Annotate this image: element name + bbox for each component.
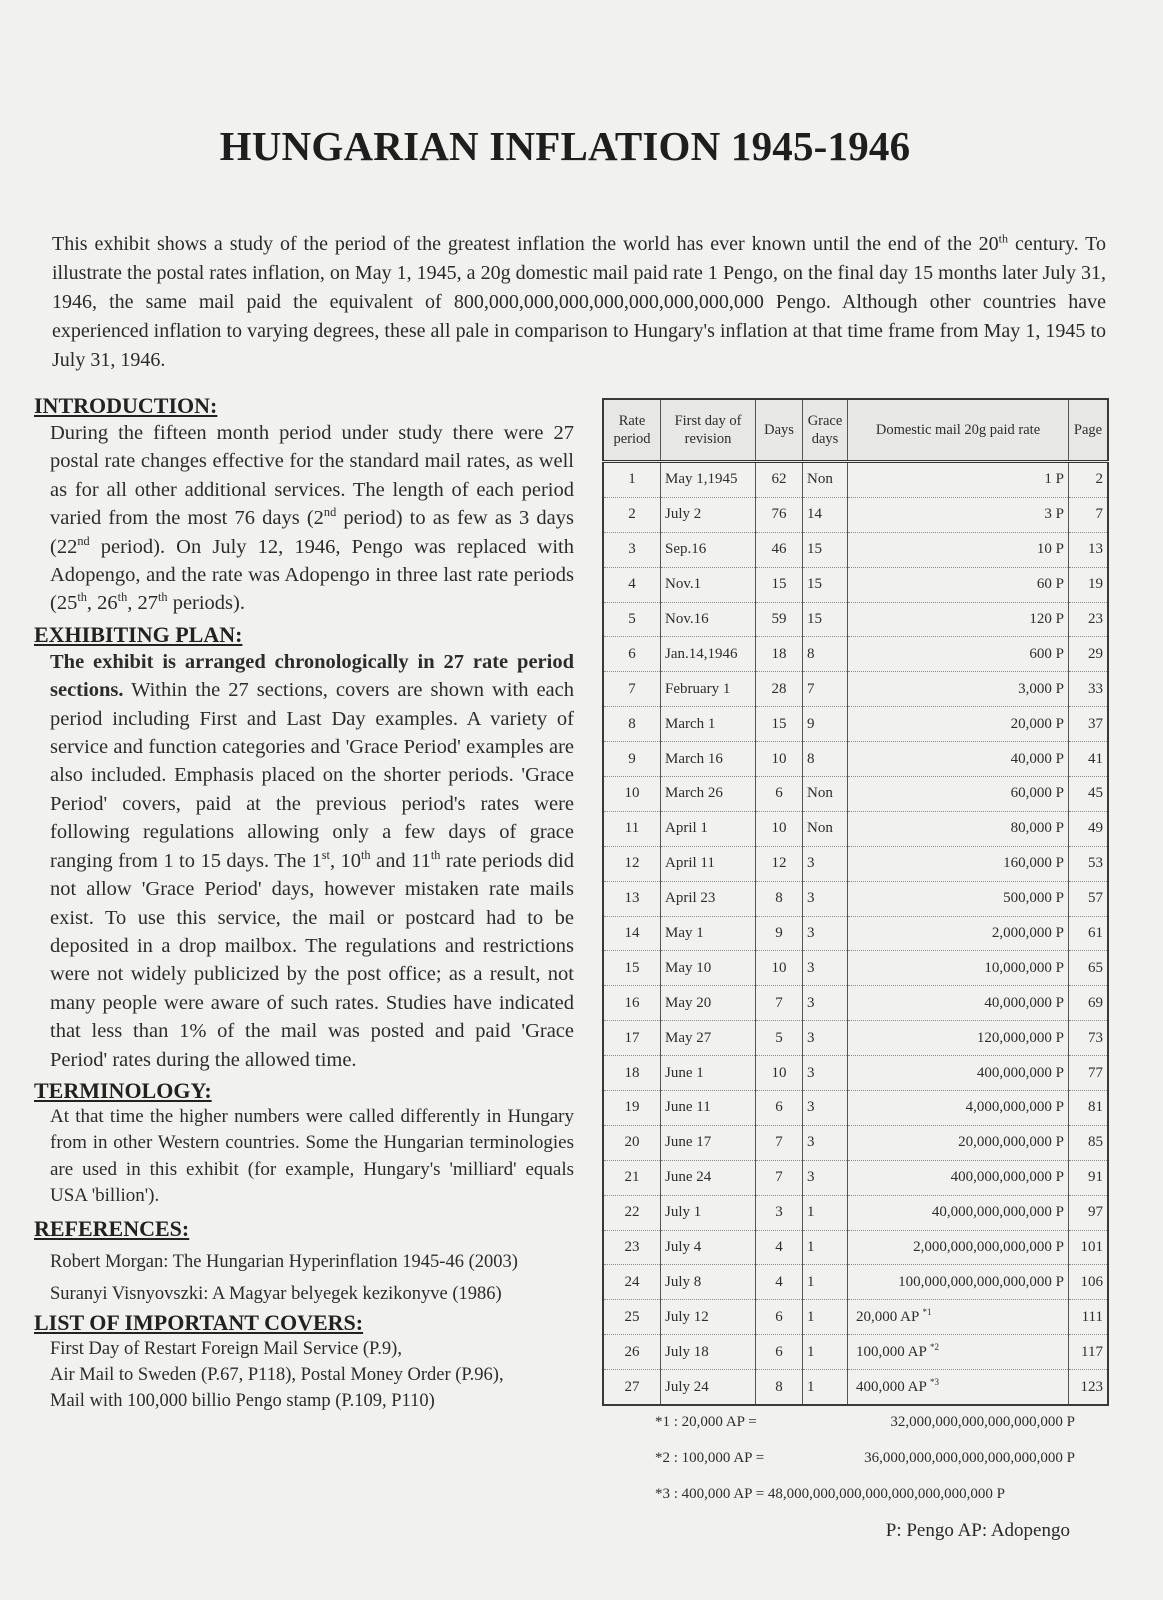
footnote-row xyxy=(655,1448,1115,1484)
table-row xyxy=(603,881,1108,916)
cell-rate: 60 P xyxy=(848,567,1069,602)
cell-days: 7 xyxy=(756,1125,803,1160)
cell-first-day: June 11 xyxy=(661,1091,756,1126)
cell-days: 8 xyxy=(756,881,803,916)
cell-first-day: Sep.16 xyxy=(661,532,756,567)
cell-first-day: May 1,1945 xyxy=(661,462,756,498)
cell-period: 8 xyxy=(603,707,661,742)
cell-grace: Non xyxy=(803,777,848,812)
cell-first-day: July 24 xyxy=(661,1370,756,1405)
cell-period: 9 xyxy=(603,742,661,777)
table-row xyxy=(603,742,1108,777)
cell-days: 9 xyxy=(756,916,803,951)
cell-days: 28 xyxy=(756,672,803,707)
cell-first-day: July 8 xyxy=(661,1265,756,1300)
cell-page: 45 xyxy=(1069,777,1109,812)
introduction-text: During the fifteen month period under study there were 27 postal rate changes effective for the standard mail rates, as well as for all other additional services. The length of each period varied from the most 76 days (2nd period) to as few as 3 days (22nd period). On July 12, 1946, Pengo was replaced with Adopengo, and the rate was Adopengo in three last rate periods (25th, 26th, 27th periods). xyxy=(50,422,574,615)
plan-heading: EXHIBITING PLAN: xyxy=(34,621,243,647)
cell-grace: 1 xyxy=(803,1230,848,1265)
cell-grace: 3 xyxy=(803,881,848,916)
table-row xyxy=(603,672,1108,707)
cell-days: 12 xyxy=(756,846,803,881)
table-row xyxy=(603,1091,1108,1126)
cell-page: 69 xyxy=(1069,986,1109,1021)
cell-grace: 8 xyxy=(803,637,848,672)
cell-rate: 100,000 AP $^{*2}$ xyxy=(848,1335,1069,1370)
cell-first-day: March 26 xyxy=(661,777,756,812)
cell-first-day: July 2 xyxy=(661,497,756,532)
cell-first-day: May 10 xyxy=(661,951,756,986)
table-row xyxy=(603,462,1108,498)
cell-rate: 40,000 P xyxy=(848,742,1069,777)
cell-page: 29 xyxy=(1069,637,1109,672)
cell-days: 76 xyxy=(756,497,803,532)
cell-first-day: June 1 xyxy=(661,1056,756,1091)
rate-table xyxy=(602,398,1109,1406)
cell-page: 2 xyxy=(1069,462,1109,498)
cell-days: 10 xyxy=(756,811,803,846)
cell-page: 117 xyxy=(1069,1335,1109,1370)
cover-item: First Day of Restart Foreign Mail Service (P.9), xyxy=(50,1338,402,1359)
cell-rate: 4,000,000,000 P xyxy=(848,1091,1069,1126)
cell-page: 49 xyxy=(1069,811,1109,846)
cell-first-day: Nov.1 xyxy=(661,567,756,602)
cover-item: Mail with 100,000 billio Pengo stamp (P.109, P110) xyxy=(50,1390,435,1411)
cell-grace: 3 xyxy=(803,1125,848,1160)
cell-period: 3 xyxy=(603,532,661,567)
table-row xyxy=(603,1195,1108,1230)
cell-rate: 60,000 P xyxy=(848,777,1069,812)
cell-page: 81 xyxy=(1069,1091,1109,1126)
cell-first-day: April 11 xyxy=(661,846,756,881)
cell-period: 20 xyxy=(603,1125,661,1160)
table-row xyxy=(603,1370,1108,1405)
cell-period: 11 xyxy=(603,811,661,846)
footnotes xyxy=(655,1412,1115,1520)
cell-rate: 3 P xyxy=(848,497,1069,532)
cell-grace: 1 xyxy=(803,1335,848,1370)
cell-rate: 120,000,000 P xyxy=(848,1021,1069,1056)
cell-period: 6 xyxy=(603,637,661,672)
cell-grace: 1 xyxy=(803,1300,848,1335)
cell-page: 65 xyxy=(1069,951,1109,986)
cell-period: 18 xyxy=(603,1056,661,1091)
cell-page: 37 xyxy=(1069,707,1109,742)
reference-item: Suranyi Visnyovszki: A Magyar belyegek kezikonyve (1986) xyxy=(50,1283,502,1304)
footnote-key: *2 : 100,000 AP = xyxy=(655,1450,765,1466)
introduction-heading: INTRODUCTION: xyxy=(34,393,218,418)
cell-first-day: April 1 xyxy=(661,811,756,846)
reference-item: Robert Morgan: The Hungarian Hyperinflation 1945-46 (2003) xyxy=(50,1251,518,1272)
cell-days: 15 xyxy=(756,707,803,742)
cell-period: 27 xyxy=(603,1370,661,1405)
cell-period: 14 xyxy=(603,916,661,951)
cell-page: 106 xyxy=(1069,1265,1109,1300)
terminology-heading: TERMINOLOGY: xyxy=(34,1077,212,1103)
rate-footnote-marker: *1 xyxy=(922,1306,932,1317)
cell-rate: 80,000 P xyxy=(848,811,1069,846)
footnote-key: *1 : 20,000 AP = xyxy=(655,1414,757,1430)
cell-page: 53 xyxy=(1069,846,1109,881)
cell-rate: 400,000,000 P xyxy=(848,1056,1069,1091)
table-row xyxy=(603,1265,1108,1300)
cell-grace: 3 xyxy=(803,951,848,986)
covers-heading: LIST OF IMPORTANT COVERS: xyxy=(34,1309,364,1335)
cell-period: 23 xyxy=(603,1230,661,1265)
table-row xyxy=(603,497,1108,532)
cell-days: 59 xyxy=(756,602,803,637)
cell-grace: 3 xyxy=(803,916,848,951)
cell-days: 8 xyxy=(756,1370,803,1405)
cell-period: 7 xyxy=(603,672,661,707)
footnote-row xyxy=(655,1484,1115,1520)
cell-page: 111 xyxy=(1069,1300,1109,1335)
cell-period: 2 xyxy=(603,497,661,532)
cell-first-day: June 24 xyxy=(661,1160,756,1195)
cell-grace: 7 xyxy=(803,672,848,707)
table-row xyxy=(603,1335,1108,1370)
references-heading: REFERENCES: xyxy=(34,1215,190,1241)
cell-days: 4 xyxy=(756,1230,803,1265)
cell-period: 10 xyxy=(603,777,661,812)
currency-legend: P: Pengo AP: Adopengo xyxy=(885,1520,1070,1541)
cell-page: 41 xyxy=(1069,742,1109,777)
col-header-page: Page xyxy=(1069,399,1109,462)
cell-period: 26 xyxy=(603,1335,661,1370)
table-row xyxy=(603,567,1108,602)
cell-rate: 500,000 P xyxy=(848,881,1069,916)
cell-period: 1 xyxy=(603,462,661,498)
cell-rate: 400,000 AP $^{*3}$ xyxy=(848,1370,1069,1405)
cell-days: 6 xyxy=(756,1091,803,1126)
table-row xyxy=(603,1300,1108,1335)
cell-page: 33 xyxy=(1069,672,1109,707)
cell-rate: 20,000,000,000 P xyxy=(848,1125,1069,1160)
col-header-first-day: First day of revision xyxy=(661,399,756,462)
cover-item: Air Mail to Sweden (P.67, P118), Postal Money Order (P.96), xyxy=(50,1364,504,1385)
plan-text: The exhibit is arranged chronologically in 27 rate period sections. Within the 27 sections, covers are shown with each period including First and Last Day examples. A variety of service and function categories and 'Grace Period' examples are also included. Emphasis placed on the shorter periods. 'Grace Period' covers, paid at the previous period's rates were following regulations allowing only a few days of grace ranging from 1 to 15 days. The 1st, 10th and 11th rate periods did not allow 'Grace Period' days, however mistaken rate mails exist. To use this service, the mail or postcard had to be deposited in a drop mailbox. The regulations and restrictions were not widely publicized by the post office; as a result, not many people were aware of such rates. Studies have indicated that less than 1% of the mail was posted and paid 'Grace Period' rates during the allowed time. xyxy=(50,650,575,1071)
cell-days: 7 xyxy=(756,1160,803,1195)
cell-first-day: June 17 xyxy=(661,1125,756,1160)
cell-days: 46 xyxy=(756,532,803,567)
cell-days: 6 xyxy=(756,1335,803,1370)
cell-period: 16 xyxy=(603,986,661,1021)
table-row xyxy=(603,707,1108,742)
cell-first-day: May 27 xyxy=(661,1021,756,1056)
cell-days: 6 xyxy=(756,777,803,812)
cell-period: 15 xyxy=(603,951,661,986)
cell-days: 7 xyxy=(756,986,803,1021)
cell-first-day: March 1 xyxy=(661,707,756,742)
cell-page: 123 xyxy=(1069,1370,1109,1405)
cell-rate: 40,000,000 P xyxy=(848,986,1069,1021)
cell-period: 17 xyxy=(603,1021,661,1056)
cell-days: 62 xyxy=(756,462,803,498)
cell-first-day: July 12 xyxy=(661,1300,756,1335)
table-row xyxy=(603,846,1108,881)
cell-page: 61 xyxy=(1069,916,1109,951)
cell-rate: 10 P xyxy=(848,532,1069,567)
cell-grace: Non xyxy=(803,811,848,846)
cell-first-day: July 18 xyxy=(661,1335,756,1370)
cell-period: 19 xyxy=(603,1091,661,1126)
cell-period: 22 xyxy=(603,1195,661,1230)
cell-rate: 1 P xyxy=(848,462,1069,498)
cell-page: 19 xyxy=(1069,567,1109,602)
cell-days: 4 xyxy=(756,1265,803,1300)
cell-period: 12 xyxy=(603,846,661,881)
cell-grace: 3 xyxy=(803,986,848,1021)
cell-days: 10 xyxy=(756,951,803,986)
table-row xyxy=(603,1230,1108,1265)
cell-first-day: March 16 xyxy=(661,742,756,777)
cell-grace: 9 xyxy=(803,707,848,742)
cell-grace: 3 xyxy=(803,1021,848,1056)
cell-grace: 3 xyxy=(803,1056,848,1091)
table-row xyxy=(603,1056,1108,1091)
col-header-rate: Domestic mail 20g paid rate xyxy=(848,399,1069,462)
table-row xyxy=(603,811,1108,846)
cell-page: 77 xyxy=(1069,1056,1109,1091)
cell-rate: 600 P xyxy=(848,637,1069,672)
cell-rate: 160,000 P xyxy=(848,846,1069,881)
table-row xyxy=(603,602,1108,637)
cell-rate: 400,000,000,000 P xyxy=(848,1160,1069,1195)
cell-grace: 15 xyxy=(803,532,848,567)
footnote-value: 36,000,000,000,000,000,000,000 P xyxy=(864,1450,1075,1466)
cell-period: 5 xyxy=(603,602,661,637)
cell-page: 7 xyxy=(1069,497,1109,532)
table-row xyxy=(603,532,1108,567)
cell-page: 13 xyxy=(1069,532,1109,567)
cell-page: 23 xyxy=(1069,602,1109,637)
cell-grace: 15 xyxy=(803,602,848,637)
cell-rate: 20,000 P xyxy=(848,707,1069,742)
cell-rate: 20,000 AP $^{*1}$ xyxy=(848,1300,1069,1335)
cell-grace: Non xyxy=(803,462,848,498)
table-row xyxy=(603,777,1108,812)
cell-days: 18 xyxy=(756,637,803,672)
cell-rate: 10,000,000 P xyxy=(848,951,1069,986)
cell-grace: 1 xyxy=(803,1195,848,1230)
cell-days: 10 xyxy=(756,742,803,777)
cell-rate: 100,000,000,000,000,000 P xyxy=(848,1265,1069,1300)
rate-footnote-marker: *2 xyxy=(930,1341,940,1352)
cell-first-day: Nov.16 xyxy=(661,602,756,637)
cell-first-day: July 1 xyxy=(661,1195,756,1230)
cell-page: 57 xyxy=(1069,881,1109,916)
cell-days: 15 xyxy=(756,567,803,602)
cell-grace: 14 xyxy=(803,497,848,532)
cell-rate: 2,000,000,000,000,000 P xyxy=(848,1230,1069,1265)
cell-page: 85 xyxy=(1069,1125,1109,1160)
cell-rate: 3,000 P xyxy=(848,672,1069,707)
page-title: HUNGARIAN INFLATION 1945-1946 xyxy=(219,123,911,169)
table-row xyxy=(603,951,1108,986)
cell-grace: 3 xyxy=(803,846,848,881)
footnote-key: *3 : 400,000 AP = 48,000,000,000,000,000,000,000,000 P xyxy=(655,1486,1006,1502)
cell-rate: 40,000,000,000,000 P xyxy=(848,1195,1069,1230)
cell-rate: 120 P xyxy=(848,602,1069,637)
cell-first-day: May 1 xyxy=(661,916,756,951)
cell-page: 97 xyxy=(1069,1195,1109,1230)
footnote-row xyxy=(655,1412,1115,1448)
cell-grace: 15 xyxy=(803,567,848,602)
table-row xyxy=(603,1160,1108,1195)
cell-period: 21 xyxy=(603,1160,661,1195)
cell-grace: 1 xyxy=(803,1370,848,1405)
cell-first-day: April 23 xyxy=(661,881,756,916)
table-row xyxy=(603,1125,1108,1160)
cell-period: 24 xyxy=(603,1265,661,1300)
cell-grace: 3 xyxy=(803,1091,848,1126)
cell-first-day: July 4 xyxy=(661,1230,756,1265)
cell-rate: 2,000,000 P xyxy=(848,916,1069,951)
table-row xyxy=(603,986,1108,1021)
cell-grace: 1 xyxy=(803,1265,848,1300)
col-header-period: Rate period xyxy=(603,399,661,462)
cell-days: 10 xyxy=(756,1056,803,1091)
left-column xyxy=(34,393,574,1414)
rate-footnote-marker: *3 xyxy=(930,1376,940,1387)
footnote-value: 32,000,000,000,000,000,000 P xyxy=(890,1414,1075,1430)
terminology-text: At that time the higher numbers were called differently in Hungary from in other Western countries. Some the Hungarian terminologies are used in this exhibit (for example, Hungary's 'milliard' equals USA 'billion'). xyxy=(50,1105,574,1207)
cell-period: 13 xyxy=(603,881,661,916)
cell-first-day: Jan.14,1946 xyxy=(661,637,756,672)
cell-first-day: February 1 xyxy=(661,672,756,707)
cell-grace: 8 xyxy=(803,742,848,777)
cell-days: 6 xyxy=(756,1300,803,1335)
cell-days: 5 xyxy=(756,1021,803,1056)
cell-days: 3 xyxy=(756,1195,803,1230)
cell-period: 4 xyxy=(603,567,661,602)
col-header-grace: Grace days xyxy=(803,399,848,462)
cell-page: 101 xyxy=(1069,1230,1109,1265)
table-row xyxy=(603,1021,1108,1056)
col-header-days: Days xyxy=(756,399,803,462)
cell-page: 73 xyxy=(1069,1021,1109,1056)
intro-paragraph: This exhibit shows a study of the period of the greatest inflation the world has ever known until the end of the 20th century. To illustrate the postal rates inflation, on May 1, 1945, a 20g domestic mail paid rate 1 Pengo, on the final day 15 months later July 31, 1946, the same mail paid the equivalent of 800,000,000,000,000,000,000,000,000 Pengo. Although other countries have experienced inflation to varying degrees, these all pale in comparison to Hungary's inflation at that time frame from May 1, 1945 to July 31, 1946. xyxy=(52,231,1107,371)
rate-table-body xyxy=(603,462,1108,1406)
cell-period: 25 xyxy=(603,1300,661,1335)
cell-grace: 3 xyxy=(803,1160,848,1195)
cell-page: 91 xyxy=(1069,1160,1109,1195)
table-row xyxy=(603,637,1108,672)
table-header-row xyxy=(603,399,1108,462)
table-row xyxy=(603,916,1108,951)
cell-first-day: May 20 xyxy=(661,986,756,1021)
